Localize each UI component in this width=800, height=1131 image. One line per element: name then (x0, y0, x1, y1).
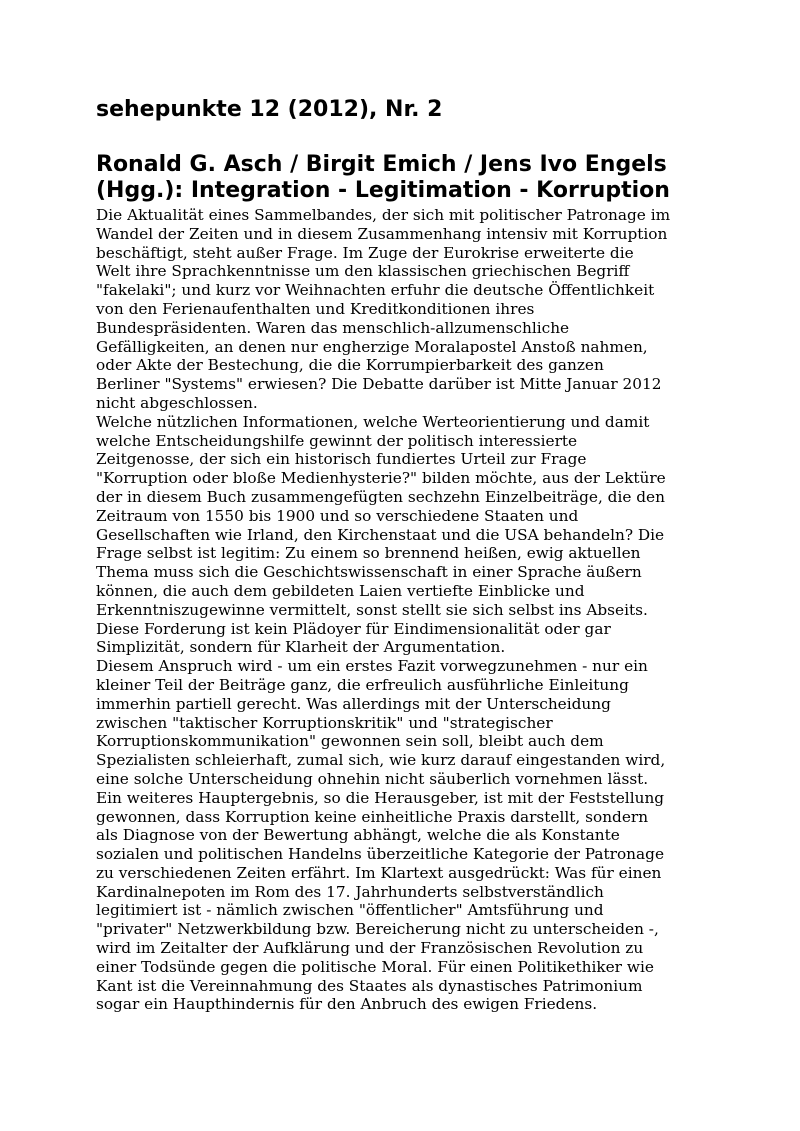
paragraph-line: einer Todsünde gegen die politische Moral. Für einen Politikethiker wie (96, 957, 654, 976)
paragraph-line: Die Aktualität eines Sammelbandes, der sich mit politischer Patronage im (96, 206, 671, 224)
paragraph-line: Zeitraum von 1550 bis 1900 und so verschiedene Staaten und (96, 506, 579, 525)
paragraph-line: als Diagnose von der Bewertung abhängt, welche die als Konstante (96, 826, 620, 845)
paragraph-line: Ein weiteres Hauptergebnis, so die Herausgeber, ist mit der Feststellung (96, 788, 665, 807)
document-page (96, 96, 704, 1014)
review-title-line: Ronald G. Asch / Birgit Emich / Jens Ivo Engels (96, 152, 667, 177)
paragraph-line: legitimiert ist - nämlich zwischen "öffentlicher" Amtsführung und (96, 901, 604, 920)
paragraph-line: zwischen "taktischer Korruptionskritik" und "strategischer (96, 713, 553, 732)
paragraph-line: Welche nützlichen Informationen, welche Werteorientierung und damit (96, 412, 650, 431)
paragraph-line: "privater" Netzwerkbildung bzw. Bereicherung nicht zu unterscheiden -, (96, 920, 659, 939)
paragraph-line: wird im Zeitalter der Aufklärung und der Französischen Revolution zu (96, 939, 644, 958)
review-body (96, 206, 704, 1014)
paragraph-line: "Korruption oder bloße Medienhysterie?" bilden möchte, aus der Lektüre (96, 469, 666, 488)
paragraph-line: Korruptionskommunikation" gewonnen sein soll, bleibt auch dem (96, 732, 604, 751)
paragraph-line: oder Akte der Bestechung, die die Korrumpierbarkeit des ganzen (96, 356, 604, 375)
paragraph-line: Diese Forderung ist kein Plädoyer für Eindimensionalität oder gar (96, 619, 611, 638)
paragraph-line: immerhin partiell gerecht. Was allerdings mit der Unterscheidung (96, 694, 611, 713)
paragraph-line: "fakelaki"; und kurz vor Weihnachten erfuhr die deutsche Öffentlichkeit (96, 281, 655, 300)
paragraph-line: Kant ist die Vereinnahmung des Staates als dynastisches Patrimonium (96, 976, 643, 995)
review-title-line: (Hgg.): Integration - Legitimation - Korruption (96, 178, 670, 203)
paragraph-line: Spezialisten schleierhaft, zumal sich, wie kurz darauf eingestanden wird, (96, 751, 666, 770)
review-title (96, 152, 704, 204)
paragraph-line: Simplizität, sondern für Klarheit der Argumentation. (96, 638, 506, 657)
paragraph-line: gewonnen, dass Korruption keine einheitliche Praxis darstellt, sondern (96, 807, 649, 826)
paragraph-line: Diesem Anspruch wird - um ein erstes Fazit vorwegzunehmen - nur ein (96, 657, 648, 676)
body-paragraph (96, 413, 704, 657)
paragraph-line: sogar ein Haupthindernis für den Anbruch des ewigen Friedens. (96, 995, 598, 1014)
body-paragraph (96, 657, 704, 1014)
paragraph-line: zu verschiedenen Zeiten erfährt. Im Klartext ausgedrückt: Was für einen (96, 863, 662, 882)
paragraph-line: kleiner Teil der Beiträge ganz, die erfreulich ausführliche Einleitung (96, 675, 629, 694)
paragraph-line: eine solche Unterscheidung ohnehin nicht säuberlich vornehmen lässt. (96, 769, 649, 788)
paragraph-line: Erkenntniszugewinne vermittelt, sonst stellt sie sich selbst ins Abseits. (96, 600, 648, 619)
paragraph-line: beschäftigt, steht außer Frage. Im Zuge der Eurokrise erweiterte die (96, 243, 634, 262)
paragraph-line: Frage selbst ist legitim: Zu einem so brennend heißen, ewig aktuellen (96, 544, 641, 563)
paragraph-line: Wandel der Zeiten und in diesem Zusammenhang intensiv mit Korruption (96, 224, 668, 243)
paragraph-line: Zeitgenosse, der sich ein historisch fundiertes Urteil zur Frage (96, 450, 587, 469)
paragraph-line: Berliner "Systems" erwiesen? Die Debatte darüber ist Mitte Januar 2012 (96, 375, 662, 394)
paragraph-line: Bundespräsidenten. Waren das menschlich-allzumenschliche (96, 318, 570, 337)
paragraph-line: der in diesem Buch zusammengefügten sechzehn Einzelbeiträge, die den (96, 487, 665, 506)
paragraph-line: können, die auch dem gebildeten Laien vertiefte Einblicke und (96, 581, 585, 600)
paragraph-line: sozialen und politischen Handelns überzeitliche Kategorie der Patronage (96, 845, 665, 864)
journal-issue-heading: sehepunkte 12 (2012), Nr. 2 (96, 97, 443, 122)
paragraph-line: Thema muss sich die Geschichtswissenschaft in einer Sprache äußern (96, 563, 642, 582)
paragraph-line: Kardinalnepoten im Rom des 17. Jahrhunderts selbstverständlich (96, 882, 604, 901)
paragraph-line: Gefälligkeiten, an denen nur engherzige Moralapostel Anstoß nahmen, (96, 337, 648, 356)
body-paragraph (96, 206, 704, 413)
paragraph-line: nicht abgeschlossen. (96, 393, 258, 412)
paragraph-line: welche Entscheidungshilfe gewinnt der politisch interessierte (96, 431, 578, 450)
paragraph-line: Welt ihre Sprachkenntnisse um den klassischen griechischen Begriff (96, 262, 630, 281)
paragraph-line: Gesellschaften wie Irland, den Kirchenstaat und die USA behandeln? Die (96, 525, 665, 544)
paragraph-line: von den Ferienaufenthalten und Kreditkonditionen ihres (96, 299, 535, 318)
